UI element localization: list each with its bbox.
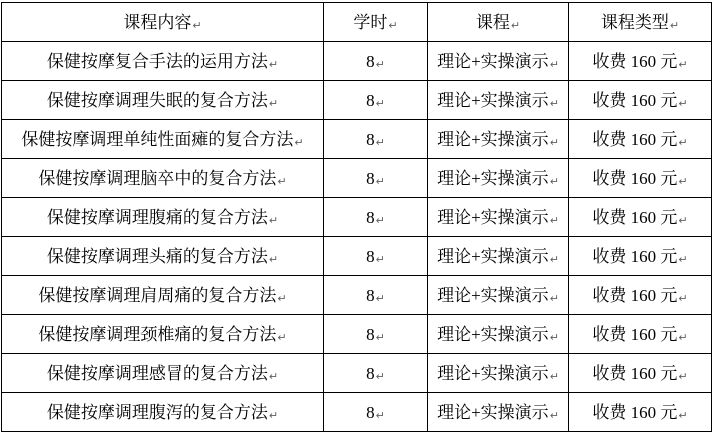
paragraph-mark-icon: ↵: [549, 331, 559, 345]
course-format-cell: [428, 393, 569, 432]
fee-text: 收费 160 元: [592, 91, 678, 111]
course-format-text: 理论+实操演示: [437, 247, 549, 267]
paragraph-mark-icon: ↵: [277, 175, 287, 189]
table-row: [2, 81, 712, 120]
fee-cell: [569, 393, 712, 432]
paragraph-mark-icon: ↵: [268, 97, 279, 111]
paragraph-mark-icon: ↵: [375, 253, 385, 267]
table-header-row: [2, 3, 712, 42]
paragraph-mark-icon: ↵: [375, 292, 385, 306]
header-label: 课程类型: [600, 13, 669, 33]
paragraph-mark-icon: ↵: [678, 136, 688, 150]
table-row: [2, 237, 712, 276]
paragraph-mark-icon: ↵: [678, 97, 688, 111]
paragraph-mark-icon: ↵: [388, 19, 398, 33]
header-label: 课程: [475, 13, 510, 33]
header-course-type: [569, 3, 712, 42]
table-row: [2, 159, 712, 198]
course-content-text: 保健按摩调理单纯性面瘫的复合方法: [21, 130, 294, 150]
fee-cell: [569, 159, 712, 198]
paragraph-mark-icon: ↵: [549, 175, 559, 189]
fee-cell: [569, 276, 712, 315]
paragraph-mark-icon: ↵: [678, 175, 688, 189]
paragraph-mark-icon: ↵: [549, 214, 559, 228]
hours-text: 8: [366, 52, 375, 72]
fee-text: 收费 160 元: [592, 169, 678, 189]
fee-cell: [569, 198, 712, 237]
course-format-text: 理论+实操演示: [437, 286, 549, 306]
paragraph-mark-icon: ↵: [268, 58, 279, 72]
paragraph-mark-icon: ↵: [678, 331, 688, 345]
fee-text: 收费 160 元: [592, 130, 678, 150]
hours-text: 8: [366, 91, 375, 111]
course-table: [1, 2, 712, 432]
hours-cell: [324, 315, 428, 354]
course-format-cell: [428, 120, 569, 159]
course-content-text: 保健按摩调理肩周痛的复合方法: [38, 286, 277, 306]
paragraph-mark-icon: ↵: [678, 214, 688, 228]
paragraph-mark-icon: ↵: [549, 136, 559, 150]
hours-text: 8: [366, 286, 375, 306]
paragraph-mark-icon: ↵: [669, 19, 680, 33]
fee-text: 收费 160 元: [592, 247, 678, 267]
paragraph-mark-icon: ↵: [277, 331, 287, 345]
hours-cell: [324, 354, 428, 393]
hours-text: 8: [366, 247, 375, 267]
fee-cell: [569, 42, 712, 81]
paragraph-mark-icon: ↵: [192, 19, 202, 33]
header-label: 课程内容: [123, 13, 192, 33]
fee-cell: [569, 237, 712, 276]
paragraph-mark-icon: ↵: [375, 175, 385, 189]
course-content-text: 保健按摩调理脑卒中的复合方法: [38, 169, 277, 189]
course-content-text: 保健按摩复合手法的运用方法: [46, 52, 268, 72]
hours-text: 8: [366, 364, 375, 384]
paragraph-mark-icon: ↵: [678, 58, 688, 72]
table-row: [2, 315, 712, 354]
course-content-cell: [2, 42, 324, 81]
course-format-text: 理论+实操演示: [437, 52, 549, 72]
course-format-text: 理论+实操演示: [437, 130, 549, 150]
paragraph-mark-icon: ↵: [375, 97, 385, 111]
paragraph-mark-icon: ↵: [678, 292, 688, 306]
header-course: [428, 3, 569, 42]
course-format-cell: [428, 42, 569, 81]
table-row: [2, 120, 712, 159]
paragraph-mark-icon: ↵: [277, 292, 287, 306]
course-format-cell: [428, 315, 569, 354]
paragraph-mark-icon: ↵: [678, 253, 688, 267]
hours-cell: [324, 120, 428, 159]
course-format-text: 理论+实操演示: [437, 169, 549, 189]
hours-text: 8: [366, 169, 375, 189]
table-row: [2, 354, 712, 393]
paragraph-mark-icon: ↵: [294, 136, 304, 150]
paragraph-mark-icon: ↵: [375, 409, 385, 423]
paragraph-mark-icon: ↵: [549, 292, 559, 306]
hours-cell: [324, 159, 428, 198]
header-hours: [324, 3, 428, 42]
paragraph-mark-icon: ↵: [375, 331, 385, 345]
course-format-cell: [428, 237, 569, 276]
fee-text: 收费 160 元: [592, 364, 678, 384]
course-content-cell: [2, 315, 324, 354]
fee-text: 收费 160 元: [592, 208, 678, 228]
table-row: [2, 276, 712, 315]
hours-cell: [324, 198, 428, 237]
course-format-text: 理论+实操演示: [437, 403, 549, 423]
hours-cell: [324, 42, 428, 81]
course-format-text: 理论+实操演示: [437, 364, 549, 384]
course-content-cell: [2, 120, 324, 159]
paragraph-mark-icon: ↵: [268, 253, 279, 267]
paragraph-mark-icon: ↵: [375, 136, 385, 150]
hours-cell: [324, 393, 428, 432]
course-content-text: 保健按摩调理腹泻的复合方法: [46, 403, 268, 423]
course-format-text: 理论+实操演示: [437, 208, 549, 228]
course-content-text: 保健按摩调理失眠的复合方法: [46, 91, 268, 111]
paragraph-mark-icon: ↵: [375, 370, 385, 384]
header-label: 学时: [353, 13, 388, 33]
fee-cell: [569, 120, 712, 159]
course-content-text: 保健按摩调理头痛的复合方法: [46, 247, 268, 267]
course-format-cell: [428, 276, 569, 315]
course-content-text: 保健按摩调理颈椎痛的复合方法: [38, 325, 277, 345]
hours-cell: [324, 81, 428, 120]
course-content-cell: [2, 159, 324, 198]
paragraph-mark-icon: ↵: [268, 409, 279, 423]
hours-text: 8: [366, 130, 375, 150]
hours-cell: [324, 237, 428, 276]
paragraph-mark-icon: ↵: [375, 214, 385, 228]
course-content-cell: [2, 393, 324, 432]
hours-text: 8: [366, 325, 375, 345]
fee-text: 收费 160 元: [592, 52, 678, 72]
paragraph-mark-icon: ↵: [510, 19, 521, 33]
paragraph-mark-icon: ↵: [678, 409, 688, 423]
hours-cell: [324, 276, 428, 315]
fee-text: 收费 160 元: [592, 403, 678, 423]
paragraph-mark-icon: ↵: [549, 409, 559, 423]
course-content-cell: [2, 276, 324, 315]
paragraph-mark-icon: ↵: [375, 58, 385, 72]
fee-text: 收费 160 元: [592, 325, 678, 345]
table-row: [2, 393, 712, 432]
paragraph-mark-icon: ↵: [549, 253, 559, 267]
course-format-text: 理论+实操演示: [437, 91, 549, 111]
paragraph-mark-icon: ↵: [678, 370, 688, 384]
course-content-text: 保健按摩调理腹痛的复合方法: [46, 208, 268, 228]
course-content-cell: [2, 198, 324, 237]
course-content-cell: [2, 237, 324, 276]
course-content-cell: [2, 81, 324, 120]
course-format-text: 理论+实操演示: [437, 325, 549, 345]
fee-cell: [569, 354, 712, 393]
course-format-cell: [428, 354, 569, 393]
fee-cell: [569, 81, 712, 120]
header-course-content: [2, 3, 324, 42]
paragraph-mark-icon: ↵: [549, 370, 559, 384]
course-content-text: 保健按摩调理感冒的复合方法: [46, 364, 268, 384]
course-format-cell: [428, 159, 569, 198]
course-content-cell: [2, 354, 324, 393]
table-row: [2, 198, 712, 237]
hours-text: 8: [366, 208, 375, 228]
table-row: [2, 42, 712, 81]
fee-text: 收费 160 元: [592, 286, 678, 306]
hours-text: 8: [366, 403, 375, 423]
course-format-cell: [428, 81, 569, 120]
paragraph-mark-icon: ↵: [549, 97, 559, 111]
paragraph-mark-icon: ↵: [549, 58, 559, 72]
course-format-cell: [428, 198, 569, 237]
paragraph-mark-icon: ↵: [268, 214, 279, 228]
paragraph-mark-icon: ↵: [268, 370, 279, 384]
fee-cell: [569, 315, 712, 354]
